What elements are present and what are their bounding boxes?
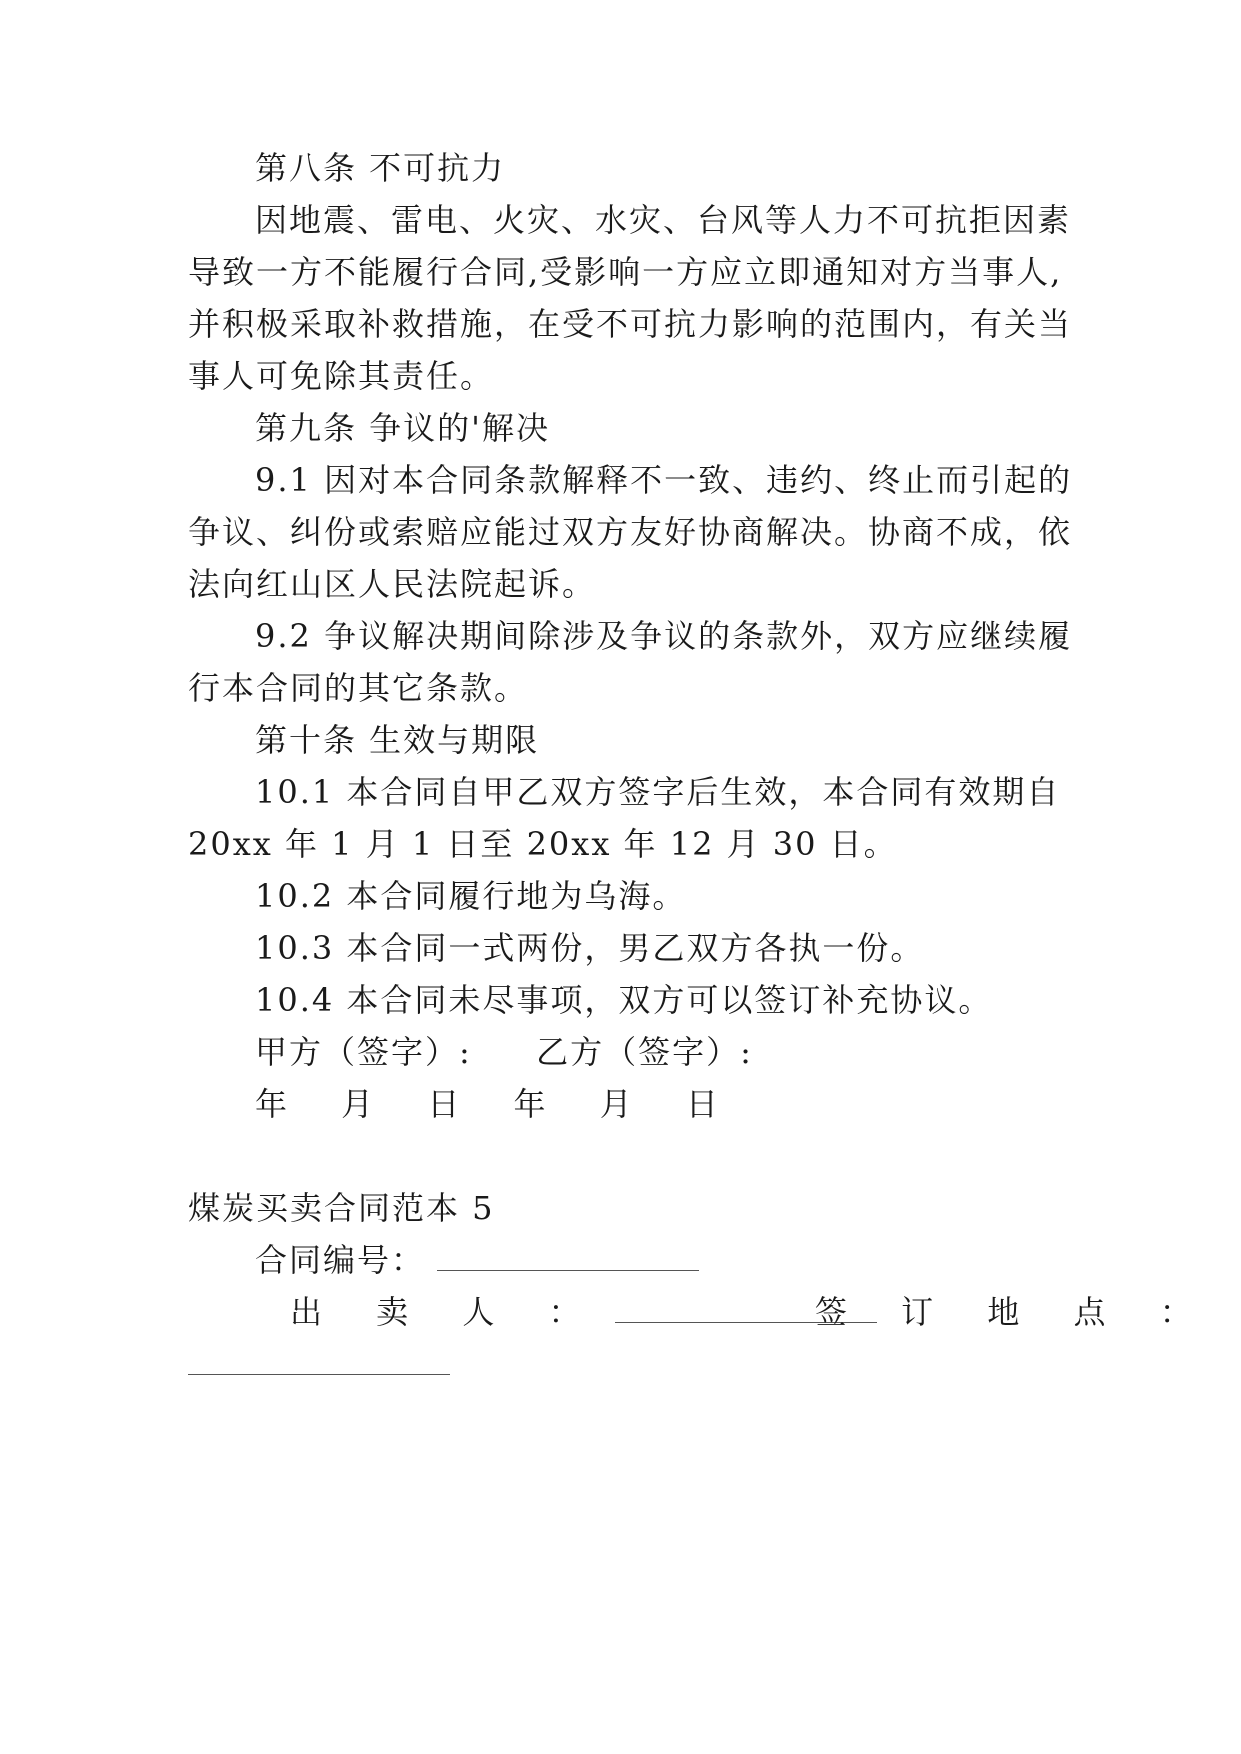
paragraph-line: 导致一方不能履行合同,受影响一方应立即通知对方当事人,	[188, 253, 1063, 291]
party-b-date: 年 月 日	[513, 1085, 740, 1123]
party-a-signature-label: 甲方（签字）:	[255, 1033, 472, 1071]
party-b-signature-label: 乙方（签字）:	[536, 1033, 753, 1071]
paragraph-line: 10.4 本合同未尽事项，双方可以签订补充协议。	[255, 981, 993, 1019]
contract-no-label: 合同编号：	[255, 1241, 426, 1279]
paragraph-line: 10.3 本合同一式两份，男乙双方各执一份。	[255, 929, 925, 967]
paragraph-line: 事人可免除其责任。	[188, 357, 495, 395]
paragraph-line: 行本合同的其它条款。	[188, 669, 529, 707]
paragraph-line: 法向红山区人民法院起诉。	[188, 565, 597, 603]
paragraph-line: 9.1 因对本合同条款解释不一致、违约、终止而引起的	[255, 461, 1073, 499]
sign-place-row	[188, 1344, 450, 1384]
paragraph-line: 20xx 年 1 月 1 日至 20xx 年 12 月 30 日。	[188, 825, 898, 863]
contract-no-row	[255, 1240, 699, 1280]
seller-label: 出 卖 人 ：	[290, 1293, 603, 1331]
paragraph-line: 9.2 争议解决期间除涉及争议的条款外，双方应继续履	[255, 617, 1073, 655]
sign-place-blank[interactable]	[188, 1344, 450, 1375]
paragraph-line: 因地震、雷电、火灾、水灾、台风等人力不可抗拒因素	[255, 201, 1072, 239]
seller-row	[290, 1292, 877, 1332]
paragraph-line: 10.2 本合同履行地为乌海。	[255, 877, 687, 915]
date-row	[255, 1084, 740, 1124]
article-8-heading: 第八条 不可抗力	[255, 149, 506, 187]
article-10-heading: 第十条 生效与期限	[255, 721, 540, 759]
contract-no-blank[interactable]	[437, 1240, 699, 1271]
paragraph-line: 并积极采取补救措施，在受不可抗力影响的范围内，有关当	[188, 305, 1073, 343]
article-9-heading: 第九条 争议的'解决	[255, 409, 550, 447]
paragraph-line: 争议、纠份或索赔应能过双方友好协商解决。协商不成，依	[188, 513, 1073, 551]
paragraph-line: 10.1 本合同自甲乙双方签字后生效，本合同有效期自	[255, 773, 1061, 811]
party-a-date: 年 月 日	[255, 1085, 482, 1123]
signature-row	[255, 1032, 753, 1072]
sign-place-label: 签 订 地 点 ：	[815, 1293, 1214, 1331]
section-title: 煤炭买卖合同范本 5	[188, 1189, 495, 1227]
